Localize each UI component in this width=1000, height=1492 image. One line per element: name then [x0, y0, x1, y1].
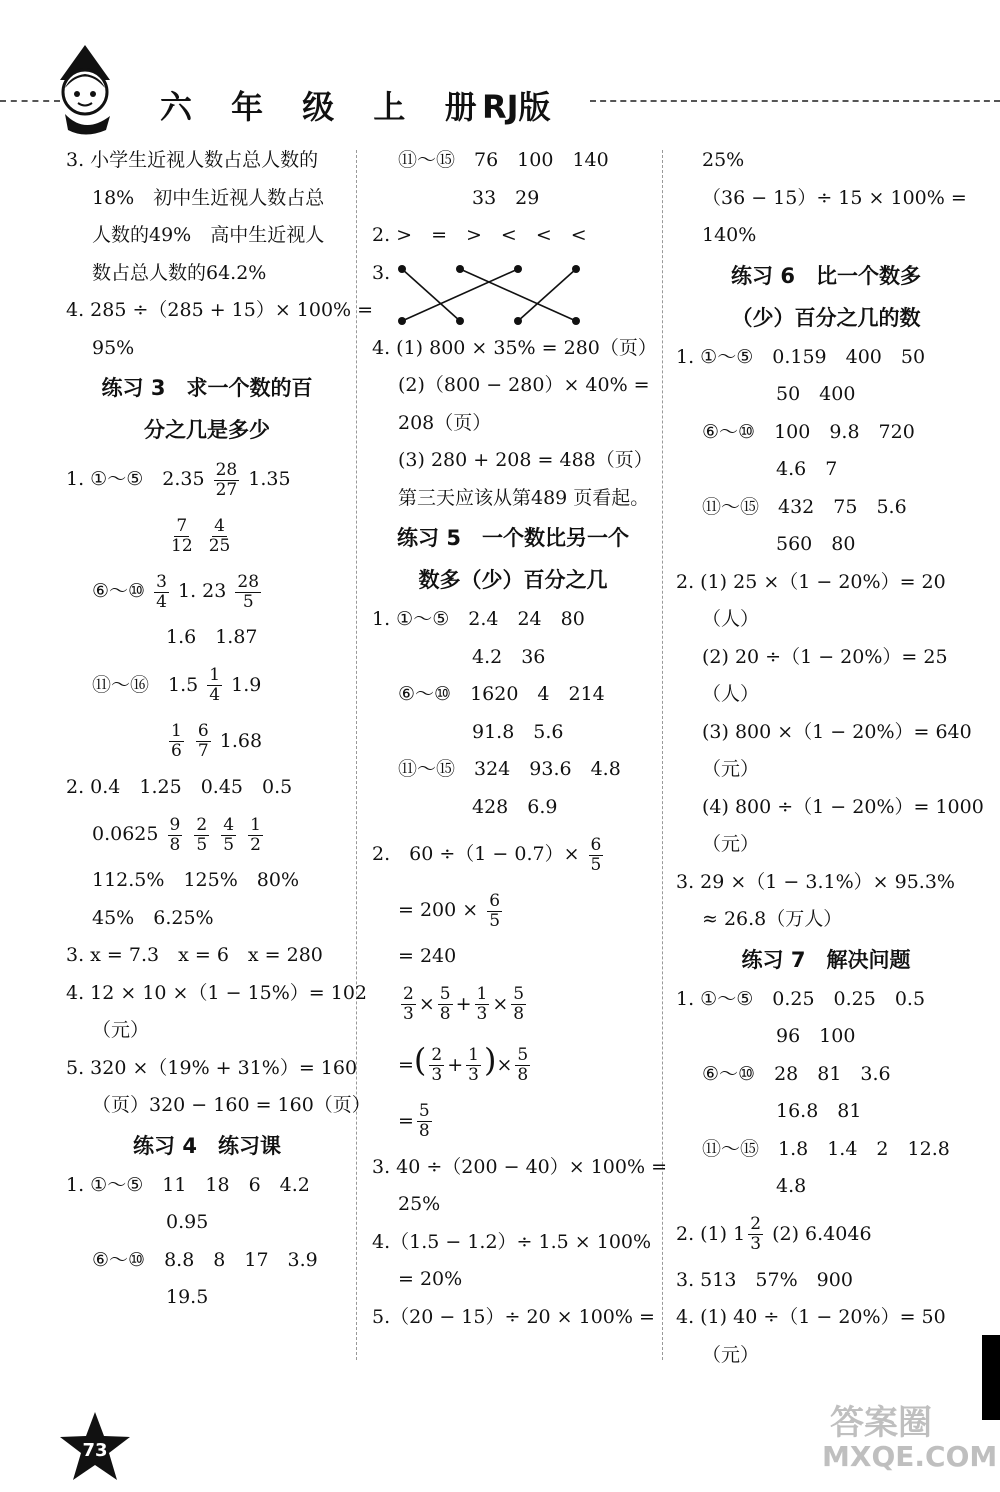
- answer-column-3: [676, 142, 984, 1374]
- answer-line: 第三天应该从第489 页看起。: [398, 486, 650, 509]
- answer-line: 5. 320 ×（19% + 31%）= 160: [66, 1056, 358, 1079]
- answer-line: ⑥～⑩ 1620 4 214: [398, 683, 605, 705]
- answer-line: 140%: [702, 224, 757, 246]
- answer-line: ⑥～⑩ 100 9.8 720: [702, 420, 915, 443]
- column-divider: [356, 150, 357, 1360]
- fraction: $\frac{6}{5}$: [590, 834, 602, 875]
- book-title: 六 年 级 上 册: [160, 88, 491, 126]
- answer-line: 45% 6.25%: [92, 906, 214, 929]
- section-heading: 练习 4 练习课: [133, 1133, 281, 1158]
- fraction: $\frac{5}{8}$: [513, 984, 525, 1024]
- answer-text: 1.35: [248, 468, 291, 490]
- answer-text: 2. 60 ÷（1 − 0.7）×: [372, 843, 580, 865]
- answer-line: 25%: [702, 149, 745, 171]
- answer-line: ⑥～⑩ 8.8 8 17 3.9: [92, 1248, 318, 1271]
- answer-line: ⑥～⑩ 28 81 3.6: [702, 1062, 891, 1085]
- section-heading: 数多（少）百分之几: [418, 568, 608, 592]
- answer-line: （页）320 − 160 = 160（页）: [92, 1094, 371, 1116]
- book-edition: RJ版: [482, 88, 551, 126]
- answer-line: 4. 12 × 10 ×（1 − 15%）= 102: [66, 981, 368, 1004]
- answer-line: （元）: [92, 1019, 150, 1041]
- fraction: $\frac{6}{5}$: [489, 890, 501, 931]
- section-heading: 练习 5 一个数比另一个: [397, 526, 629, 550]
- answer-line: 112.5% 125% 80%: [92, 869, 299, 891]
- answer-line: 4.2 36: [472, 645, 546, 668]
- answer-text: = 200 ×: [398, 899, 479, 921]
- watermark-url: MXQE.COM: [822, 1440, 998, 1473]
- answer-line: (3) 280 + 208 = 488（页）: [398, 449, 653, 471]
- answer-line: 25%: [398, 1193, 441, 1215]
- answer-line: 2. > = > < < <: [372, 224, 587, 246]
- answer-line: 33 29: [472, 186, 540, 209]
- answer-text: 2. (1) 1: [676, 1222, 746, 1245]
- answer-line: 1. ①～⑤ 11 18 6 4.2: [66, 1173, 310, 1196]
- answer-line: ⑪～⑮ 1.8 1.4 2 12.8: [702, 1137, 950, 1160]
- answer-line: ⑪～⑮ 76 100 140: [398, 149, 609, 171]
- answer-line: 4.8: [776, 1175, 807, 1197]
- fraction: $\frac{2}{3}$: [403, 984, 414, 1024]
- page-header: [0, 0, 1000, 150]
- matching-diagram: [372, 255, 654, 330]
- answer-line: = 240: [398, 945, 457, 967]
- answer-line: ≈ 26.8（万人）: [702, 908, 843, 930]
- fraction: $\frac{5}{8}$: [517, 1045, 529, 1085]
- watermark-text: 答案圈: [830, 1403, 932, 1443]
- answer-line: 18% 初中生近视人数占总: [92, 186, 325, 209]
- answer-line: [66, 563, 348, 619]
- answer-line: 1. ①～⑤ 0.25 0.25 0.5: [676, 987, 926, 1010]
- answer-line: （人）: [702, 683, 760, 705]
- answer-line: [66, 806, 348, 862]
- answer-line: 4. (1) 800 × 35% = 280（页）: [372, 336, 657, 359]
- answer-line: 95%: [92, 336, 135, 359]
- answer-line: [372, 826, 654, 882]
- matching-lines-diagram: [394, 259, 594, 329]
- answer-line: 1. ①～⑤ 0.159 400 50: [676, 345, 926, 368]
- answer-line: 5.（20 − 15）÷ 20 × 100% =: [372, 1305, 655, 1328]
- fraction: $\frac{28}{27}$: [215, 459, 238, 500]
- answer-text: 1. ①～⑤ 2.35: [66, 468, 205, 490]
- answer-line: （元）: [702, 833, 760, 855]
- answer-line: 4.6 7: [776, 458, 838, 480]
- answer-line: 3. x = 7.3 x = 6 x = 280: [66, 944, 323, 966]
- section-heading: （少）百分之几的数: [731, 305, 921, 330]
- section-heading: 练习 6 比一个数多: [731, 263, 921, 288]
- answer-line: = $\frac{5}{8}$: [398, 1101, 430, 1141]
- fraction: $\frac{4}{5}$: [223, 814, 235, 855]
- star-icon: [58, 1410, 132, 1484]
- fraction: $\frac{5}{8}$: [418, 1101, 430, 1141]
- answer-text: (2) 6.4046: [772, 1222, 872, 1245]
- answer-line: (4) 800 ÷（1 − 20%）= 1000: [702, 795, 984, 818]
- answer-line: [66, 657, 348, 713]
- answer-line: 3. 513 57% 900: [676, 1268, 853, 1291]
- fraction: $\frac{2}{3}$: [431, 1045, 443, 1085]
- column-divider: [662, 150, 663, 1360]
- answer-line: = 20%: [398, 1268, 463, 1290]
- fraction: $\frac{2}{3}$: [750, 1214, 762, 1254]
- answer-column-2: [372, 142, 667, 1336]
- answer-line: 50 400: [776, 383, 856, 405]
- answer-line: 3. 29 ×（1 − 3.1%）× 95.3%: [676, 870, 955, 893]
- fraction: $\frac{1}{3}$: [476, 984, 488, 1024]
- fraction: $\frac{7}{12}$: [171, 515, 193, 556]
- answer-line: 91.8 5.6: [472, 720, 564, 743]
- answer-text: ⑥～⑩: [92, 580, 146, 602]
- answer-line: 4. (1) 40 ÷（1 − 20%）= 50: [676, 1306, 946, 1328]
- answer-line: [66, 507, 348, 563]
- mascot-icon: [40, 40, 130, 135]
- answer-line: 0.95: [166, 1211, 209, 1233]
- answer-line: $\frac{2}{3}$ × $\frac{5}{8}$ + $\frac{1}{3}$ × $\frac{5}{8}$: [403, 984, 525, 1024]
- fraction: $\frac{2}{5}$: [196, 814, 208, 855]
- fraction: $\frac{1}{3}$: [468, 1045, 479, 1085]
- fraction: $\frac{1}{6}$: [171, 721, 182, 761]
- answer-line: 428 6.9: [472, 795, 558, 818]
- answer-line: (3) 800 ×（1 − 20%）= 640: [702, 720, 972, 743]
- answer-line: （元）: [702, 758, 760, 780]
- fraction: $\frac{4}{25}$: [208, 515, 231, 556]
- answer-line: 16.8 81: [776, 1100, 862, 1122]
- fraction: $\frac{28}{5}$: [237, 571, 260, 612]
- page-number-badge: [58, 1410, 132, 1488]
- answer-line: 3. 小学生近视人数占总人数的: [66, 149, 319, 171]
- answer-line: [676, 1206, 976, 1262]
- section-heading: 练习 7 解决问题: [741, 947, 911, 972]
- answer-text: 1.9: [231, 673, 262, 696]
- answer-line: （人）: [702, 608, 760, 630]
- answer-line: 2. (1) 25 ×（1 − 20%）= 20: [676, 570, 946, 593]
- answer-line: [66, 713, 348, 769]
- page-number: 73: [82, 1440, 108, 1461]
- fraction: $\frac{1}{4}$: [209, 665, 221, 705]
- answer-line: 96 100: [776, 1025, 856, 1047]
- fraction: $\frac{9}{8}$: [169, 814, 181, 855]
- answer-line: [66, 451, 348, 507]
- answer-line: 4. 285 ÷（285 + 15）× 100% =: [66, 299, 374, 321]
- answer-line: (2)（800 − 280）× 40% =: [398, 374, 650, 396]
- answer-text: 1.68: [219, 729, 263, 752]
- answer-line: 4.（1.5 − 1.2）÷ 1.5 × 100%: [372, 1230, 652, 1253]
- answer-line: (2) 20 ÷（1 − 20%）= 25: [702, 645, 948, 668]
- answer-text: ⑪～⑯ 1.5: [92, 673, 199, 696]
- answer-line: （元）: [702, 1343, 760, 1366]
- answer-line: 208（页）: [398, 411, 492, 434]
- section-heading: 分之几是多少: [144, 418, 270, 442]
- answer-line: [372, 882, 654, 938]
- fraction: $\frac{5}{8}$: [439, 984, 451, 1024]
- fraction: $\frac{3}{4}$: [156, 571, 167, 612]
- section-heading: 练习 3 求一个数的百: [101, 376, 313, 400]
- answer-line: =( $\frac{2}{3}$ + $\frac{1}{3}$ )× $\frac{5}{8}$: [398, 1040, 529, 1085]
- answer-line: ⑪～⑮ 324 93.6 4.8: [398, 758, 621, 780]
- fraction: $\frac{1}{2}$: [250, 814, 261, 855]
- answer-line: 3. 40 ÷（200 − 40）× 100% =: [372, 1155, 667, 1178]
- answer-line: 人数的49% 高中生近视人: [92, 224, 325, 246]
- answer-column-1: [66, 142, 374, 1317]
- edge-tab: [982, 1335, 1000, 1420]
- answer-line: （36 − 15）÷ 15 × 100% =: [702, 186, 967, 209]
- answer-text: 0.0625: [92, 823, 159, 845]
- answer-line: 1. ①～⑤ 2.4 24 80: [372, 608, 585, 630]
- answer-text: 1. 23: [178, 580, 227, 602]
- answer-line: ⑪～⑮ 432 75 5.6: [702, 495, 907, 518]
- answer-line: 数占总人数的64.2%: [92, 261, 267, 284]
- answer-line: 560 80: [776, 533, 856, 555]
- answer-line: 19.5: [166, 1286, 209, 1308]
- fraction: $\frac{6}{7}$: [197, 721, 209, 761]
- answer-line: 1.6 1.87: [166, 626, 258, 648]
- answer-text: 3.: [372, 261, 391, 284]
- answer-line: 2. 0.4 1.25 0.45 0.5: [66, 775, 293, 798]
- header-rule: [590, 100, 1000, 102]
